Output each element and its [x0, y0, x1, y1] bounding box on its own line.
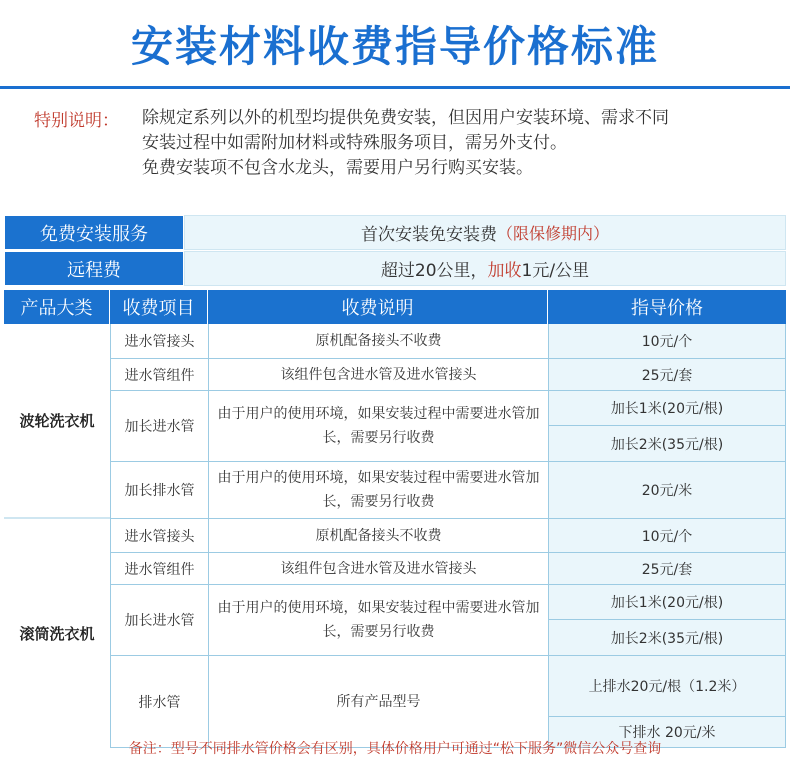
remote-fee-text-red: 加收: [487, 261, 522, 281]
table-item: 进水管接头: [110, 519, 208, 553]
remote-fee-text-a: 超过20公里，: [380, 261, 488, 281]
table-item: 加长进水管: [110, 391, 208, 462]
table-price: 加长1米(20元/根): [548, 391, 786, 426]
special-note-line: 免费安装项不包含水龙头，需要用户另行购买安装。: [142, 158, 533, 178]
special-note-text: [142, 106, 669, 181]
free-install-text: 首次安装免安装费: [360, 225, 497, 245]
table-description: 由于用户的使用环境，如果安装过程中需要进水管加长，需要另行收费: [208, 585, 548, 656]
remote-fee-value: [184, 251, 786, 286]
free-install-note: （限保修期内）: [496, 224, 609, 243]
table-item: 进水管接头: [110, 324, 208, 359]
free-install-value: [184, 215, 786, 250]
remote-fee-label: 远程费: [4, 251, 184, 286]
table-item: 加长排水管: [110, 462, 208, 519]
table-description: 该组件包含进水管及进水管接头: [208, 359, 548, 391]
special-note-line: 除规定系列以外的机型均提供免费安装，但因用户安装环境、需求不同: [142, 108, 669, 128]
category-pulsator-washer: 波轮洗衣机: [4, 324, 110, 519]
table-description: 所有产品型号: [208, 656, 548, 748]
table-item: 加长进水管: [110, 585, 208, 656]
table-price: 下排水 20元/米: [548, 717, 786, 748]
special-note-line: 安装过程中如需附加材料或特殊服务项目，需另外支付。: [142, 133, 567, 153]
remote-fee-row: [4, 251, 786, 286]
header-category: 产品大类: [4, 290, 110, 324]
table-description: 由于用户的使用环境，如果安装过程中需要进水管加长，需要另行收费: [208, 462, 548, 519]
table-price: 25元/套: [548, 359, 786, 391]
table-description: 原机配备接头不收费: [208, 324, 548, 359]
special-note-label: 特别说明：: [34, 111, 119, 131]
table-price: 25元/套: [548, 553, 786, 585]
table-description: 由于用户的使用环境，如果安装过程中需要进水管加长，需要另行收费: [208, 391, 548, 462]
table-price: 加长1米(20元/根): [548, 585, 786, 620]
table-item: 进水管组件: [110, 553, 208, 585]
table-price: 加长2米(35元/根): [548, 426, 786, 462]
table-price: 10元/个: [548, 519, 786, 553]
table-price: 上排水20元/根（1.2米）: [548, 656, 786, 717]
title-divider: [0, 86, 790, 89]
table-item: 进水管组件: [110, 359, 208, 391]
table-price: 20元/米: [548, 462, 786, 519]
header-price: 指导价格: [548, 290, 786, 324]
header-item: 收费项目: [110, 290, 208, 324]
remote-fee-text-b: 1元/公里: [521, 261, 590, 281]
category-drum-washer: 滚筒洗衣机: [4, 519, 110, 748]
table-price: 加长2米(35元/根): [548, 620, 786, 656]
table-description: 该组件包含进水管及进水管接头: [208, 553, 548, 585]
table-description: 原机配备接头不收费: [208, 519, 548, 553]
free-install-row: [4, 215, 786, 250]
footer-note: 备注：型号不同排水管价格会有区别，具体价格用户可通过“松下服务”微信公众号查询: [128, 741, 662, 757]
table-item: 排水管: [110, 656, 208, 748]
header-description: 收费说明: [208, 290, 548, 324]
page-title: 安装材料收费指导价格标准: [130, 22, 659, 71]
free-install-label: 免费安装服务: [4, 215, 184, 250]
table-price: 10元/个: [548, 324, 786, 359]
price-table: [4, 290, 786, 748]
